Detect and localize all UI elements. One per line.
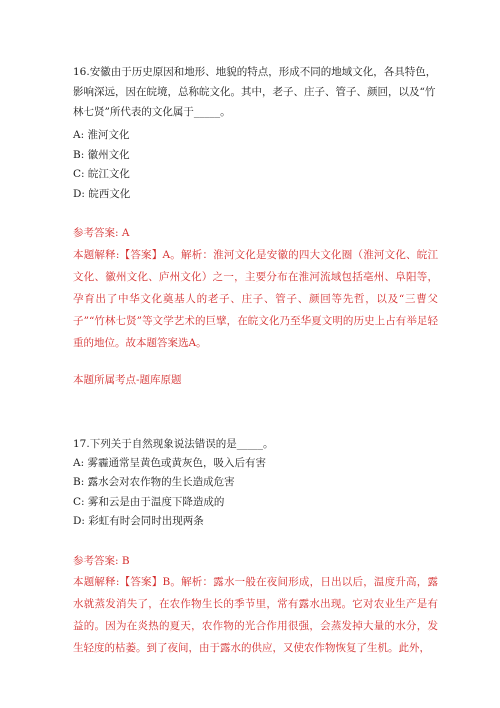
reference-answer: 参考答案: A xyxy=(73,227,130,239)
option-c: C: 皖江文化 xyxy=(73,168,130,180)
option-d: D: 皖西文化 xyxy=(73,187,131,200)
question-stem: 16.安徽由于历史原因和地形、地貌的特点，形成不同的地域文化，各具特色，影响深远，因在皖境，总称皖文化。其中，老子、庄子、管子、颜回，以及“竹林七贤”所代表的文化属于_____。 xyxy=(73,66,437,118)
option-d: D: 彩虹有时会同时出现两条 xyxy=(73,515,204,527)
reference-answer: 参考答案: B xyxy=(73,554,130,567)
question-page xyxy=(73,62,438,659)
option-a: A: 雾霾通常呈黄色或黄灰色，吸入后有害 xyxy=(73,456,266,469)
question-16 xyxy=(73,62,438,390)
answer-explanation: 本题解释:【答案】A。解析：淮河文化是安徽的四大文化圈（淮河文化、皖江文化、徽州文化、庐州文化）之一，主要分布在淮河流域包括亳州、阜阳等，孕育出了中华文化奠基人的老子、庄子、管子、颜回等先哲，以及“三曹父子”“竹林七贤”等文学艺术的巨擘，在皖文化乃至华夏文明的历史上占有举足轻重的地位。故本题答案选A。 xyxy=(73,248,438,349)
question-17 xyxy=(73,434,438,660)
option-b: B: 徽州文化 xyxy=(73,148,130,161)
answer-explanation: 本题解释:【答案】B。解析：露水一般在夜间形成，日出以后，温度升高，露水就蒸发消失了，在农作物生长的季节里，常有露水出现。它对农业生产是有益的。因为在炎热的夏天，农作物的光合作用很强，会蒸发掉大量的水分，发生轻度的枯萎。到了夜间，由于露水的供应，又使农作物恢复了生机。此外， xyxy=(73,576,438,654)
option-a: A: 淮河文化 xyxy=(73,129,130,141)
option-c: C: 雾和云是由于温度下降造成的 xyxy=(73,495,225,508)
question-stem: 17.下列关于自然现象说法错误的是_____。 xyxy=(73,437,274,450)
option-b: B: 露水会对农作物的生长造成危害 xyxy=(73,476,235,488)
exam-point: 本题所属考点-题库原题 xyxy=(73,373,182,386)
